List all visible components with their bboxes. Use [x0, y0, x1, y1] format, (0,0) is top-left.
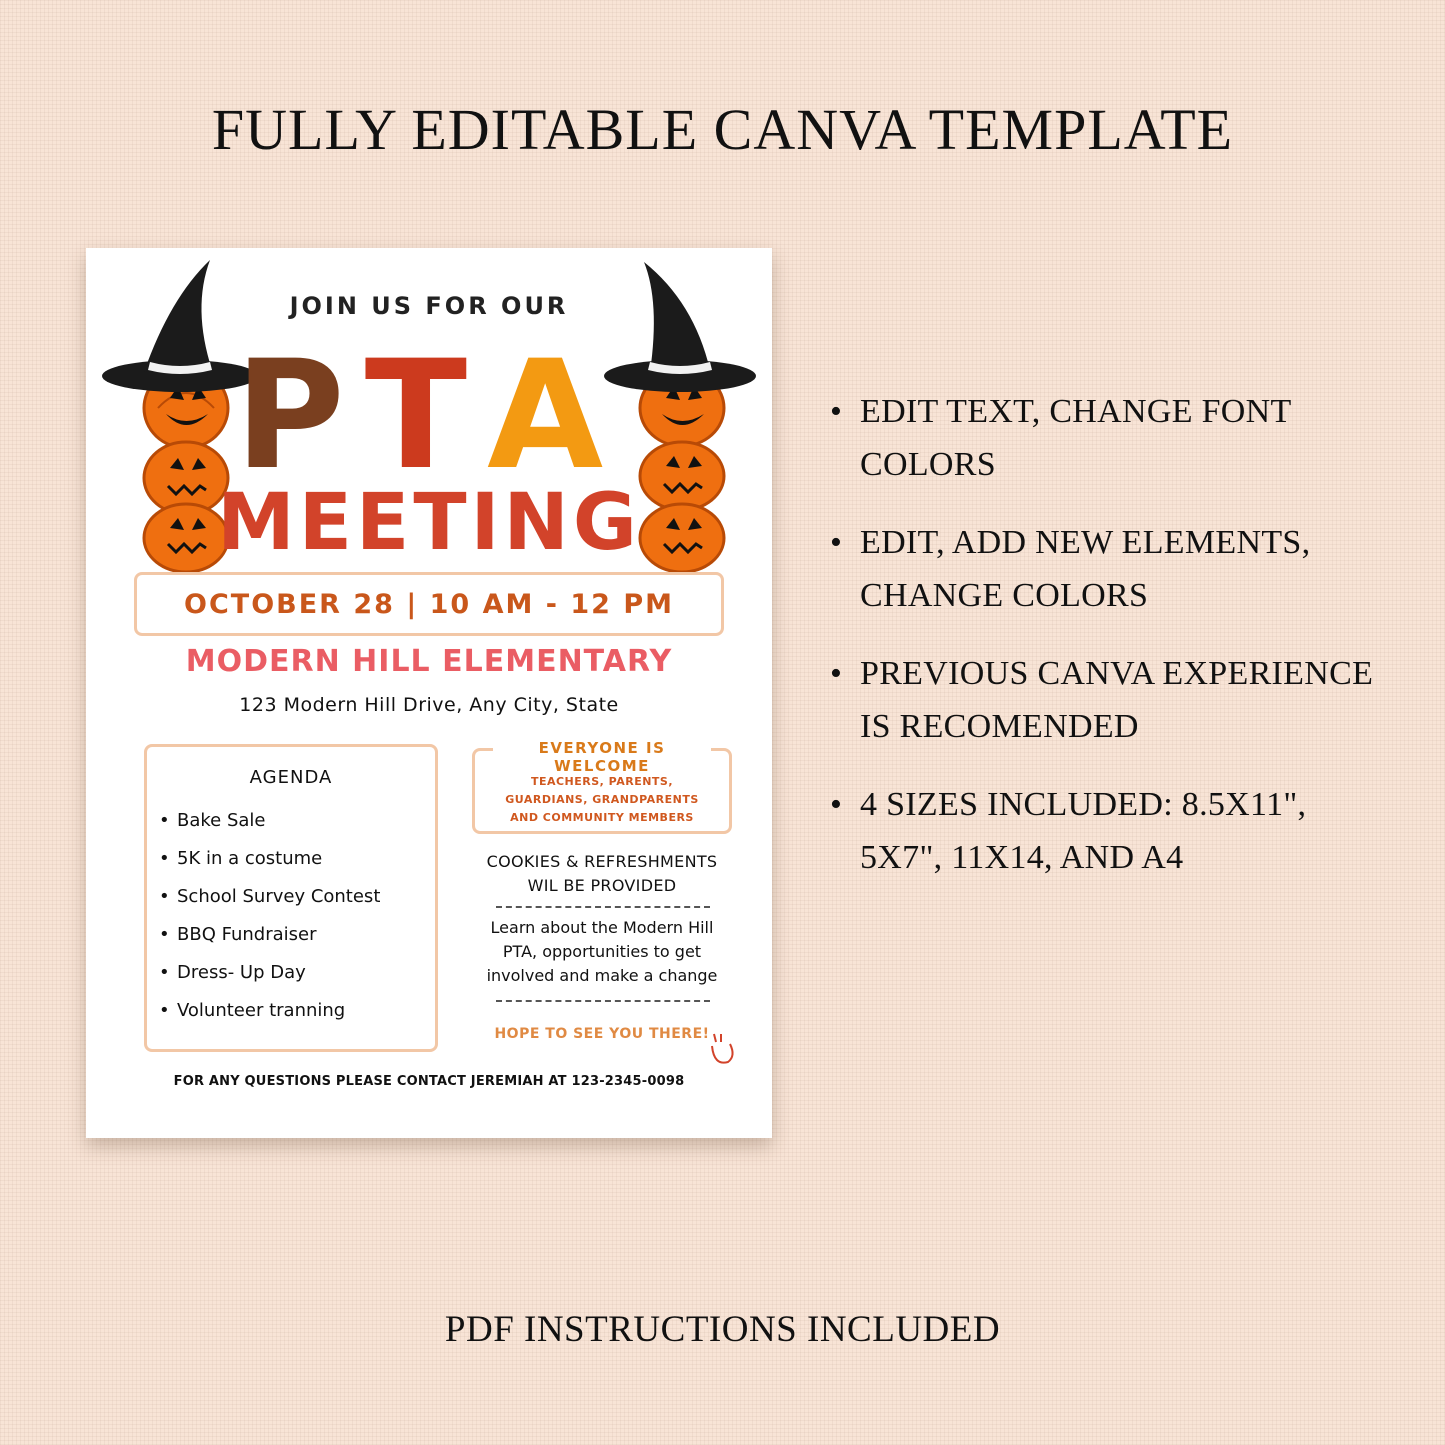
agenda-list: [147, 802, 435, 1030]
feature-item: • PREVIOUS CANVA EXPERIENCE IS RECOMENDED: [830, 647, 1390, 753]
cookies-text: COOKIES & REFRESHMENTS WIL BE PROVIDED: [486, 852, 718, 895]
divider: [496, 1000, 710, 1002]
feature-item: • EDIT TEXT, CHANGE FONT COLORS: [830, 385, 1390, 491]
agenda-item: • Volunteer tranning: [159, 992, 435, 1030]
flyer-pta-heading: [86, 329, 772, 503]
agenda-item: • Bake Sale: [159, 802, 435, 840]
flyer-meeting-heading: MEETING: [217, 478, 641, 568]
pta-flyer: [86, 248, 772, 1138]
agenda-title: AGENDA: [249, 767, 333, 788]
agenda-item: • 5K in a costume: [159, 840, 435, 878]
footer-note: PDF INSTRUCTIONS INCLUDED: [444, 1309, 1001, 1350]
welcome-subtitle: TEACHERS, PARENTS, GUARDIANS, GRANDPARENTS AND COMMUNITY MEMBERS: [505, 775, 699, 824]
welcome-box: [472, 739, 732, 834]
hope-text: HOPE TO SEE YOU THERE!: [494, 1026, 710, 1042]
flyer-date-box: [134, 572, 724, 636]
pta-letter-p: P: [234, 329, 365, 503]
pta-letter-t: T: [364, 329, 488, 503]
flyer-address: 123 Modern Hill Drive, Any City, State: [239, 694, 619, 716]
learn-text: Learn about the Modern Hill PTA, opportunities to get involved and make a change: [486, 918, 718, 985]
agenda-item: • BBQ Fundraiser: [159, 916, 435, 954]
agenda-item: • School Survey Contest: [159, 878, 435, 916]
feature-item: • EDIT, ADD NEW ELEMENTS, CHANGE COLORS: [830, 516, 1390, 622]
smile-icon: [708, 1032, 738, 1068]
agenda-box: [144, 744, 438, 1052]
flyer-date-text: OCTOBER 28 | 10 AM - 12 PM: [184, 588, 674, 620]
feature-item: • 4 SIZES INCLUDED: 8.5X11", 5X7", 11X14, AND A4: [830, 778, 1390, 884]
contact-text: FOR ANY QUESTIONS PLEASE CONTACT JEREMIAH AT 123-2345-0098: [173, 1074, 685, 1089]
divider: [496, 906, 710, 908]
page-title: FULLY EDITABLE CANVA TEMPLATE: [211, 97, 1234, 162]
feature-list: [830, 385, 1390, 909]
flyer-join-text: JOIN US FOR OUR: [289, 292, 569, 320]
welcome-title: EVERYONE IS WELCOME: [493, 739, 711, 775]
flyer-school-name: MODERN HILL ELEMENTARY: [185, 644, 673, 679]
agenda-item: • Dress- Up Day: [159, 954, 435, 992]
pta-letter-a: A: [487, 329, 624, 503]
